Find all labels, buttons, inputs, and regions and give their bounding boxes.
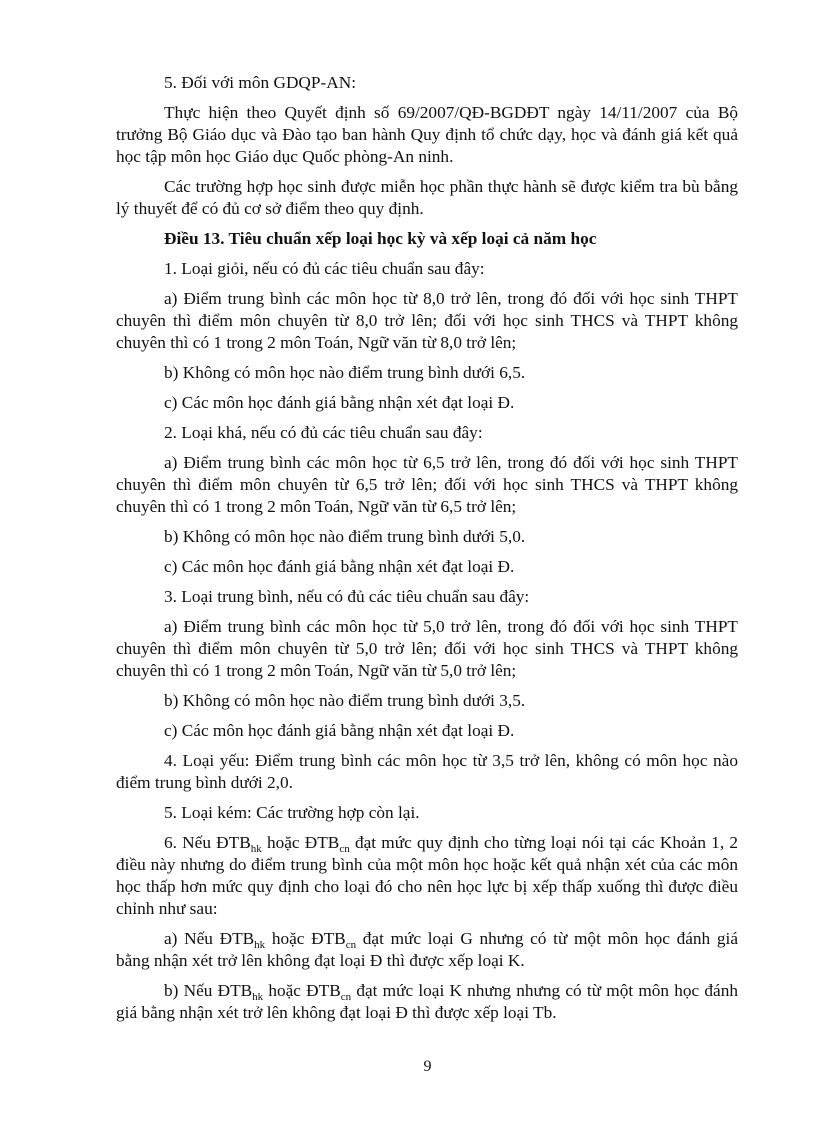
item-1-gioi: 1. Loại giỏi, nếu có đủ các tiêu chuẩn sau đây: <box>164 259 485 278</box>
text-run: hoặc ĐTB <box>265 929 346 948</box>
document-page <box>116 72 738 1032</box>
item-3c: c) Các môn học đánh giá bằng nhận xét đạt loại Đ. <box>164 721 515 740</box>
paragraph-exemption: Các trường hợp học sinh được miễn học phần thực hành sẽ được kiểm tra bù bằng lý thuyết để có đủ cơ sở điểm theo quy định. <box>116 177 738 218</box>
text-run: đạt mức quy định cho từng loại nói tại các Khoản 1, 2 điều này nhưng do điểm trung bình của một môn học hoặc kết quả nhận xét của các môn học thấp hơn mức quy định cho loại đó cho nên học lực bị xếp thấp xuống thì được điều chỉnh như sau: <box>116 833 738 918</box>
page-number: 9 <box>423 1058 432 1075</box>
item-5-kem: 5. Loại kém: Các trường hợp còn lại. <box>164 803 420 822</box>
subscript-hk: hk <box>252 991 264 1003</box>
subscript-hk: hk <box>254 939 266 951</box>
item-6-adjustment <box>116 832 738 920</box>
paragraph-decision-reference: Thực hiện theo Quyết định số 69/2007/QĐ-BGDĐT ngày 14/11/2007 của Bộ trưởng Bộ Giáo dục và Đào tạo ban hành Quy định tổ chức dạy, học và đánh giá kết quả học tập môn học Giáo dục Quốc phòng-An ninh. <box>116 103 738 166</box>
subscript-cn: cn <box>340 991 352 1003</box>
text-run: đạt mức loại G nhưng có từ một môn học đánh giá bằng nhận xét trở lên không đạt loại Đ thì được xếp loại K. <box>116 929 739 970</box>
item-6a <box>116 928 738 972</box>
item-2-kha: 2. Loại khá, nếu có đủ các tiêu chuẩn sau đây: <box>164 423 483 442</box>
item-1a: a) Điểm trung bình các môn học từ 8,0 trở lên, trong đó đối với học sinh THPT chuyên thì điểm môn chuyên từ 8,0 trở lên; đối với học sinh THCS và THPT không chuyên thì có 1 trong 2 môn Toán, Ngữ văn từ 8,0 trở lên; <box>116 289 738 352</box>
item-3-trung-binh: 3. Loại trung bình, nếu có đủ các tiêu chuẩn sau đây: <box>164 587 530 606</box>
text-run: b) Nếu ĐTB <box>164 981 253 1000</box>
subscript-cn: cn <box>339 843 350 855</box>
text-run: đạt mức loại K nhưng nhưng có từ một môn học đánh giá bằng nhận xét trở lên không đạt loại Đ thì được xếp loại Tb. <box>116 981 739 1022</box>
item-3b: b) Không có môn học nào điểm trung bình dưới 3,5. <box>164 691 526 710</box>
item-4-yeu: 4. Loại yếu: Điểm trung bình các môn học từ 3,5 trở lên, không có môn học nào điểm trung bình dưới 2,0. <box>116 751 738 792</box>
item-2c: c) Các môn học đánh giá bằng nhận xét đạt loại Đ. <box>164 557 515 576</box>
item-6b <box>116 980 738 1024</box>
section-5-gdqp-an: 5. Đối với môn GDQP-AN: <box>164 73 357 92</box>
subscript-cn: cn <box>345 939 357 951</box>
item-2a: a) Điểm trung bình các môn học từ 6,5 trở lên, trong đó đối với học sinh THPT chuyên thì điểm môn chuyên từ 6,5 trở lên; đối với học sinh THCS và THPT không chuyên thì có 1 trong 2 môn Toán, Ngữ văn từ 6,5 trở lên; <box>116 453 738 516</box>
text-run: 6. Nếu ĐTB <box>164 833 251 852</box>
text-run: a) Nếu ĐTB <box>164 929 255 948</box>
item-2b: b) Không có môn học nào điểm trung bình dưới 5,0. <box>164 527 526 546</box>
item-1c: c) Các môn học đánh giá bằng nhận xét đạt loại Đ. <box>164 393 515 412</box>
article-13-heading: Điều 13. Tiêu chuẩn xếp loại học kỳ và xếp loại cả năm học <box>164 229 597 248</box>
text-run: hoặc ĐTB <box>263 981 341 1000</box>
item-3a: a) Điểm trung bình các môn học từ 5,0 trở lên, trong đó đối với học sinh THPT chuyên thì điểm môn chuyên từ 5,0 trở lên; đối với học sinh THCS và THPT không chuyên thì có 1 trong 2 môn Toán, Ngữ văn từ 5,0 trở lên; <box>116 617 738 680</box>
text-run: hoặc ĐTB <box>261 833 340 852</box>
subscript-hk: hk <box>250 843 262 855</box>
item-1b: b) Không có môn học nào điểm trung bình dưới 6,5. <box>164 363 526 382</box>
